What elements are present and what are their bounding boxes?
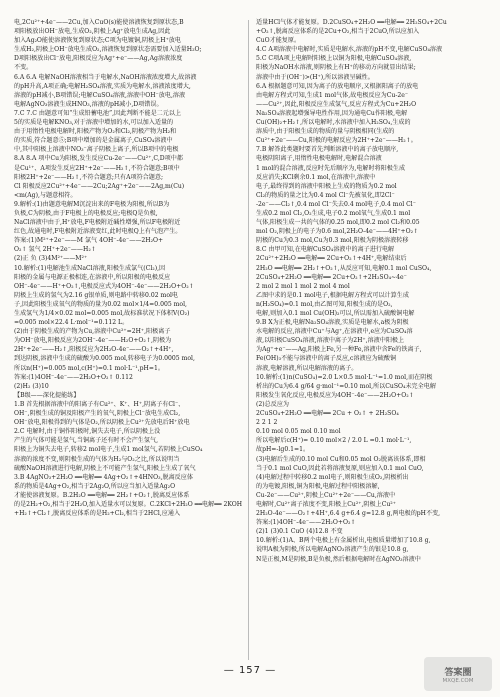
text-line: Cu(OH)₂+H₂↑,所以电解时,水溶液中加入H₂SO₄,生成的: [256, 119, 411, 127]
text-line: 阳极2H⁺+2e⁻——H₂↑,不符合题意;只有A项符合题意;: [14, 173, 164, 181]
watermark-logo: [424, 657, 492, 691]
text-line: 10.解析:(1)A、B两个电极上有金属析出,电极质量增加了10.8 g,: [256, 537, 431, 545]
text-line: 当于0.1 mol CuO,因此若将溶液复原,则应加入0.1 mol CuO,: [256, 464, 424, 472]
text-line: 2 mol 2 mol 1 mol 2 mol 4 mol: [256, 282, 350, 290]
text-line: 2.C 电解时,由于铜作阳极时,铜失去电子,所以阴极上没: [14, 428, 161, 436]
text-line: 电子,最终得到的溶液中阳极上生成的物质为0.2 mol: [256, 182, 397, 190]
text-line: 电,2Cu²⁺+4e⁻——2Cu,加入CuO(s)能使溶液恢复到原状态,B: [14, 19, 184, 26]
text-line: CuO才能复原。: [256, 37, 301, 45]
text-line: OH⁻,阴极生成的铜及阳极产生的氧气,阴极上Cl⁻放电生成Cl₂,: [14, 410, 181, 418]
text-line: 2CuSO₄+2H₂O ══电解══ 2Cu+O₂↑+2H₂SO₄~4e⁻: [256, 273, 407, 281]
text-line: 电解时,Cu²⁺离子浓度不变,阳极上Cu²⁺,阴极上Cu²⁺: [256, 500, 396, 508]
text-line: =0.005 mol×22.4 L·mol⁻¹=0.112 L。: [14, 319, 129, 327]
text-line: 的实质,符合题意⑤;B项中增加的是金属离子,CuSO₄溶液中: [14, 137, 173, 145]
text-line: 1.B 首先根据溶液中的阳离子有Cu²⁺、K⁺、H⁺,阴离子有Cl⁻、: [14, 400, 185, 408]
text-line: 9.B X为正极,电解Na₂SO₄溶液,实质是电解水,a极为阴极: [256, 319, 409, 327]
text-line: 负极,C为阴极,由于F电极上的电极反应;电极Q是负极,: [14, 209, 158, 217]
text-line: (2)H₂ (3)10: [14, 382, 49, 390]
text-line: 10.解析:(1)n(CuSO₄)=2.0 L×0.5 mol·L⁻¹=1.0 mol,而在阴极: [256, 373, 433, 381]
text-line: 5的实质是电解KNO₃,对于溶液中增加的水,可以加入适量的: [14, 119, 174, 127]
text-line: 才能使溶液复原。B.2H₂O ══电解══ 2H₂↑+O₂↑,脱离反应体系: [14, 491, 190, 499]
watermark-url: MXQE.COM: [442, 677, 474, 684]
text-line: 硫酸NaOH溶液进行电解,阴极上不可能产生氢气,阳极上生成了氧气: [14, 464, 196, 472]
text-line: 阳极上为铜失去电子,转移2 mol电子,生成1 mol氢气,若阴极上CuSO₄: [14, 446, 203, 454]
text-line: 答案:(1)4OH⁻-4e⁻——2H₂O+O₂↑ 0.112: [14, 373, 133, 381]
text-line: 6.A 6.A 电解NaOH溶液相当于电解水,NaOH溶液浓度增大,故溶液: [14, 73, 197, 81]
text-line: 6.A 根据题意可知,因为离子的放电顺序,又根据阳离子的放电: [256, 82, 419, 90]
text-line: 【B级——深化提能练】: [14, 391, 80, 399]
text-line: 项阳极放出OH⁻放电,生成O₂,阴极上Ag⁺放电生成Ag,因此: [14, 28, 171, 36]
text-line: ——Cu²⁺,因此,阳极反应生成氢气,反应方程式为Cu+2H₂O: [256, 100, 417, 108]
text-line: Cl 阳极反应2Cu²⁺+4e⁻——2Cu;2Ag⁺+2e⁻——2Ag,m(Cu): [14, 182, 185, 190]
right-column: [256, 18, 486, 564]
text-line: 8.C 由甲可知,在电解CuSO₄溶液中的离子进行电解: [256, 246, 395, 254]
text-line: 1 mol的混合溶液,反应时先后顺序为,电解时将阳极生成: [256, 164, 406, 172]
text-line: 子,因此阳极生成氧气的物质的量为0.02 mol×1/4=0.005 mol,: [14, 300, 187, 308]
text-line: Fe(OH)₃不能与溶液中的离子反应,c溶液应为硫酸铜: [256, 355, 397, 363]
text-line: D项阳极放出Cl⁻放电,阳极反应为Ag⁺+e⁻——Ag,Ag溶液浓度: [14, 55, 183, 63]
text-line: 阳极的金属与电源正极相连,在溶液中,所以阳极的电极反应: [14, 273, 171, 281]
text-line: 中,其中阳极上溶液中NO₃⁻离子阴极上离子,所以B项中的电极: [14, 146, 179, 154]
text-line: 的pH升高,A项正确;电解H₂SO₄溶液,实质为电解水,溶液浓度增大,: [14, 82, 191, 90]
text-line: 析出的Cu为6.4 g/64 g·mol⁻¹=0.10 mol,所以CuSO₄未完全电解: [256, 382, 436, 390]
left-column: [14, 18, 244, 518]
text-line: (2)总反应为: [256, 400, 290, 408]
text-line: 8.A 8.A 项中Cu为阳极,发生反应Cu-2e⁻——Cu²⁺,C,D项中都: [14, 155, 183, 163]
text-line: N是正极,M是阴极,B是负极,然后根据电解时在AgNO₃溶液中: [256, 555, 421, 563]
text-line: 为OH⁻放电,阳极反应为2OH⁻-4e⁻——H₂O+O₂↑,阴极为: [14, 337, 172, 345]
text-line: 阳极发生氧化反应,电极反应为4OH⁻-4e⁻——2H₂O+O₂↑: [256, 391, 414, 399]
text-line: 由于用惰性电极电解时,阳极产物为O₂和Cl₂,阴极产物为H₂和: [14, 128, 177, 136]
text-line: 生成氢气为1/4×0.02 mol=0.005 mol,故标准状况下体积V(O₂): [14, 310, 190, 317]
text-line: +O₂↑,脱离反应体系的是2Cu+O₂,相当于2CuO,所以应加入: [256, 28, 420, 36]
text-line: 故pH=-lg0.1=1。: [256, 446, 310, 454]
text-line: 2H₂O-4e⁻——O₂↑+4H⁺,6.4 g+6.4 g=12.8 g,两电极的pH不变,: [256, 510, 441, 518]
text-line: 阳极为NaOH水溶液,则阴极上有H⁺的移动方向就显出结果;: [256, 64, 416, 72]
text-line: 所以电解后c(H⁺)= 0.10 mol×2 / 2.0 L =0.1 mol·L⁻¹,: [256, 437, 412, 445]
text-line: 系的物质是4Ag+O₂,相当于2Ag₂O,所以应当加入适量Ag₂O: [14, 482, 176, 490]
text-line: 的是2H₂+O₂,相当于2H₂O,加入适量水可以复原。C.2KCl+2H₂O ══电解══ 2KOH: [14, 500, 243, 508]
text-line: -2e⁻——Cl₂↑,0.4 mol Cl⁻失去0.4 mol电子,0.4 mol Cl⁻: [256, 200, 416, 208]
text-line: 溶液,电解溶液,所以电解溶液的离子。: [256, 364, 358, 372]
text-line: 到达阴极,溶液中生成的硫酸为0.005 mol,转移电子为0.0005 mol,: [14, 355, 195, 363]
text-line: NaCl溶液中由于,H⁺放电,F电极附近碱性增强,所以F电极附近: [14, 219, 181, 227]
text-line: 溶液的pH减小,B项错误;电解CuSO₄溶液,溶液中OH⁻放电,溶液: [14, 91, 186, 99]
text-line: <m(Ag),与题意相符。: [14, 191, 77, 199]
text-line: OH⁻放电,阳极得到的气体是O₂,所以阴极上Cu²⁺先放电后H⁺放电: [14, 419, 190, 427]
text-line: 答案:(1)M²⁺+2e⁻——M 氯气 4OH⁻-4e⁻——2H₂O+: [14, 237, 164, 245]
text-line: 所以n(H⁺)=0.005 mol,c(H⁺)=0.1 mol·L⁻¹,pH=1。: [14, 364, 164, 372]
column-divider: [248, 20, 249, 660]
text-line: 9.解析:(1)由题意电解M沉淀出来的F电极为阳极,所以B为: [14, 200, 170, 208]
text-line: 4.C A项溶液中电解时,实质是电解水,溶液的pH不变,电解CuSO₄溶液: [256, 46, 443, 54]
text-line: 3.B 4AgNO₃+2H₂O ══电解══ 4Ag+O₂↑+4HNO₃,脱离反应体: [14, 473, 193, 481]
text-line: 2Cu²⁺+2H₂O ══电解══ 2Cu+O₂↑+4H⁺,电解结束后: [256, 255, 407, 263]
text-line: 水电解的反应,溶液中Cu⁺与Ag⁺,在溶液中,e应为CuSO₄溶: [256, 328, 413, 336]
text-line: 电极阴阳离子,用惰性电极电解时,电解混合溶液: [256, 155, 382, 163]
text-line: Cu²⁺+2e⁻——Cu,阳极的电解反应为2H⁺+2e⁻——H₂↑。: [256, 137, 417, 145]
text-line: 气体,阳极生成一共的气体的0.25 mol,即0.2 mol Cl₂和0.05: [256, 219, 420, 227]
text-line: (2)由于阴极生成的产物为Cu,溶液中Cu²⁺=2H⁺,阳极离子: [14, 328, 171, 336]
text-line: 加入Ag₂O能使溶液恢复到原状态;C项为电镀铜,阴极上H⁺放电: [14, 37, 181, 45]
text-line: OH⁻-4e⁻——H⁺+O₂↑,电极反应式为4OH⁻-4e⁻——2H₂O+O₂↑: [14, 282, 194, 290]
text-line: 的为电镀,阳极,铜为阳极,电解过程中阳极溶解,: [256, 482, 380, 490]
text-line: (4)电解过程中转移0.2 mol电子,则阳极生成O₂,阴极析出: [256, 473, 409, 481]
text-line: 红色,故通电时,F电极附近溶液变红,此时电极Q上有气泡产生。: [14, 228, 182, 236]
text-line: 适量HCl气体才能复原。D.2CuSO₄+2H₂O ══电解══ 2H₂SO₄+2Cu: [256, 19, 447, 26]
text-line: mol O₂,阴极上的电子为0.6 mol,2H₂O-4e⁻——4H⁺+O₂↑: [256, 228, 419, 236]
text-line: 7.C 7.C 由题意可知“生成铅蓄电池”,因此判断不能是二元以上: [14, 109, 182, 117]
text-line: 乙图中求的是0.1 mol电子,根据电解方程式可以计算生成: [256, 291, 409, 299]
text-line: 溶液的浓度不变,则阴极生成的气体为H₂与O₂之比,所以说明当: [14, 455, 180, 463]
text-line: 生成H₂,阴极上OH⁻放电生成O₂,溶液恢复到原状态需要加入适量H₂O;: [14, 46, 202, 54]
text-line: 0.10 mol 0.05 mol 0.10 mol: [256, 428, 341, 436]
text-line: +H₂↑+Cl₂↑,脱离反应体系的是H₂+Cl₂,相当于2HCl,应通入: [14, 510, 181, 518]
text-line: 10.解析:(1)电解池生成NaCl溶液,阳极生成氯气(Cl₂),因: [14, 264, 166, 272]
text-line: 说明A极为阴极,所以电解AgNO₃溶液产生的银是10.8 g,: [256, 546, 409, 554]
text-line: 电解AgNO₃溶液生成HNO₃,溶液的pH减小,D项错误。: [14, 100, 163, 108]
text-line: 2H⁺+2e⁻——H₂↑,阳极反应为2H₂O-4e⁻——O₂↑+4H⁺,: [14, 346, 174, 354]
text-line: 生成0.2 mol Cl₂,O₂生成,电子0.2 mol氧气,生成0.1 mol: [256, 209, 411, 217]
text-line: 5.C C项A项上电解时阳极上以铜为阳极,电解CuSO₄溶液,: [256, 55, 412, 63]
text-line: 2H₂O ══电解══ 2H₂↑+O₂↑,从反应可知,电解0.1 mol CuSO₄,: [256, 264, 432, 272]
text-line: 2CuSO₄+2H₂O ══电解══ 2Cu + O₂↑ + 2H₂SO₄: [256, 410, 399, 418]
text-line: O₂↑ 氢气 2H⁺+2e⁻——H₂↑: [14, 246, 96, 254]
watermark-text: 答案圈: [444, 667, 472, 678]
text-line: (2)正 负 (3)4M²⁺——M²⁺: [14, 255, 88, 263]
text-line: 不变。: [14, 64, 33, 72]
text-line: (2)1 (3)0.1 CuO (4)12.8 不变: [256, 528, 343, 536]
text-line: 由电解方程式可知,生成1 mol气体,故电极反应为Cu-2e⁻: [256, 91, 409, 99]
text-line: 阴极的Cu为0.3 mol,Cu为0.3 mol,阳极为阴极溶液转移: [256, 237, 409, 245]
text-line: 阴极上生成的氢气为2.16 g银单质,则电路中转移0.02 mol电: [14, 291, 179, 299]
text-line: 为Ag⁺+e⁻——Ag,阳极上Fe,另一种Fe,溶液中含Fe的铁离子,: [256, 346, 422, 354]
text-line: 液,以阳极CuSO₄溶液,溶液中离子为2H⁺,溶液中阳极上: [256, 337, 405, 345]
text-line: Cu-2e⁻——Cu²⁺,阴极上Cu²⁺+2e⁻——Cu,溶液中: [256, 491, 396, 499]
text-line: 2 2 1 2: [256, 419, 278, 427]
text-line: (3)电解后生成的0.10 mol Cu和0.05 mol O₂脱离该体系,即相: [256, 455, 426, 463]
text-line: 电解,则加入0.1 mol Cu(OH)₂可以,所以需加入硫酸铜电解: [256, 310, 415, 317]
text-line: 产生的气体可能是氢气,当铜离子还有时不会产生氢气,: [14, 437, 159, 445]
text-line: 7.B 解答此类题时要首先判断溶液中的离子放电顺序,: [256, 146, 399, 154]
text-line: n(H₂SO₄)=0.1 mol,由乙图可知,阳极生成的是O₂,: [256, 300, 393, 308]
text-line: 溶质中,由于阳极生成的物质的量与阴极相同(生成的: [256, 128, 395, 136]
text-line: Na₂SO₄溶液起增强导电性作用,因为通电Cu作阳极,电解: [256, 109, 408, 117]
page-number: — 157 —: [223, 665, 277, 676]
text-line: 是Cu¹⁺、A项发生反应2H⁺+2e⁻——H₂↑,不符合题意;B项中: [14, 164, 180, 172]
text-line: 溶液中由于(OH⁻)>(H⁺),所以溶液呈碱性。: [256, 73, 374, 81]
text-line: Cl₂的物质的量之比为0.4 mol Cl⁻先被氧化,即2Cl⁻: [256, 191, 395, 199]
text-line: 答案:(1)4OH⁻-4e⁻——2H₂O+O₂↑: [256, 519, 356, 527]
text-line: 反应消失;KCl剩余0.1 mol,在溶液中,溶液中: [256, 173, 376, 181]
